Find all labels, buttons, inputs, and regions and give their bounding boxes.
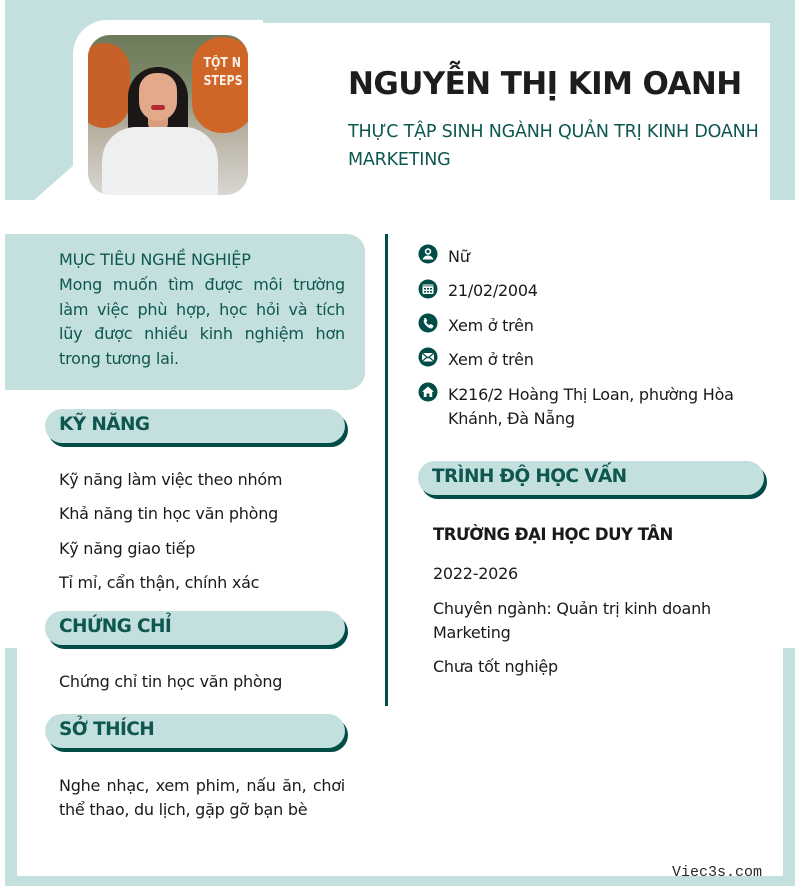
column-divider [385,234,388,706]
contact-phone: Xem ở trên [448,316,534,335]
skill-item: Khả năng tin học văn phòng [59,504,278,523]
education-status: Chưa tốt nghiệp [433,657,558,676]
skill-item: Kỹ năng giao tiếp [59,539,196,558]
user-icon [418,244,438,264]
certificate-item: Chứng chỉ tin học văn phòng [59,672,283,691]
candidate-name: NGUYỄN THỊ KIM OANH [348,66,742,102]
certificates-heading [45,611,345,645]
education-heading [418,461,764,495]
phone-icon [418,313,438,333]
photo-sign-text: TỘT N STEPS [203,56,243,89]
education-heading-label: TRÌNH ĐỘ HỌC VẤN [432,466,627,487]
education-major: Chuyên ngành: Quản trị kinh doanh Marketing [433,599,711,642]
frame-left [5,648,17,886]
skills-heading [45,409,345,443]
frame-right [783,648,795,886]
certificates-heading-label: CHỨNG CHỈ [59,616,172,637]
home-icon [418,382,438,402]
skill-item: Kỹ năng làm việc theo nhóm [59,470,283,489]
contact-birthdate: 21/02/2004 [448,281,538,300]
hobbies-heading-label: SỞ THÍCH [59,719,155,740]
envelope-icon [418,347,438,367]
contact-gender: Nữ [448,247,470,266]
education-years: 2022-2026 [433,564,518,583]
hobbies-text: Nghe nhạc, xem phim, nấu ăn, chơi thể thao, du lịch, gặp gỡ bạn bè [59,776,345,819]
skills-heading-label: KỸ NĂNG [59,414,150,435]
candidate-title: THỰC TẬP SINH NGÀNH QUẢN TRỊ KINH DOANH MARKETING [348,122,759,170]
objective-text: Mong muốn tìm được môi trường làm việc phù hợp, học hỏi và tích lũy được nhiều kinh nghiệm hơn trong tương lai. [59,275,345,368]
watermark: Viec3s.com [672,864,763,881]
skill-item: Tỉ mỉ, cẩn thận, chính xác [59,573,260,592]
objective-heading: MỤC TIÊU NGHỀ NGHIỆP [59,250,251,269]
education-school: TRƯỜNG ĐẠI HỌC DUY TÂN [433,525,673,544]
calendar-icon [418,279,438,299]
hobbies-heading [45,714,345,748]
avatar-photo [88,35,248,195]
contact-address: K216/2 Hoàng Thị Loan, phường Hòa Khánh, Đà Nẵng [448,385,734,428]
contact-email: Xem ở trên [448,350,534,369]
